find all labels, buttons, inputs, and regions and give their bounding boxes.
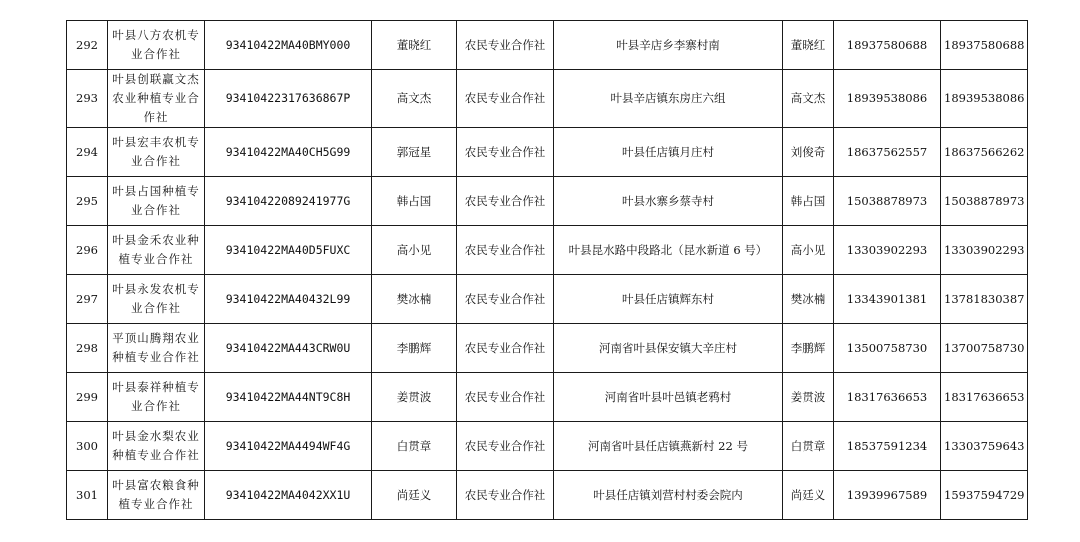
credit-code-cell: 93410422089241977G [205, 177, 372, 226]
phone-primary-cell: 13500758730 [834, 324, 941, 373]
credit-code-cell: 93410422MA4494WF4G [205, 422, 372, 471]
row-number-cell: 292 [67, 21, 108, 70]
legal-representative-cell: 白贯章 [372, 422, 457, 471]
entity-type-cell: 农民专业合作社 [457, 471, 554, 520]
entity-type-cell: 农民专业合作社 [457, 226, 554, 275]
table-row [67, 471, 1028, 520]
table-row [67, 324, 1028, 373]
contact-person-cell: 尚廷义 [783, 471, 834, 520]
address-cell: 河南省叶县任店镇燕新村 22 号 [554, 422, 783, 471]
address-cell: 叶县任店镇辉东村 [554, 275, 783, 324]
address-cell: 叶县昆水路中段路北（昆水新道 6 号） [554, 226, 783, 275]
credit-code-cell: 93410422MA40432L99 [205, 275, 372, 324]
entity-type-cell: 农民专业合作社 [457, 373, 554, 422]
legal-representative-cell: 高文杰 [372, 70, 457, 128]
cooperative-name-cell: 叶县永发农机专业合作社 [108, 275, 205, 324]
table-row [67, 275, 1028, 324]
credit-code-cell: 93410422MA44NT9C8H [205, 373, 372, 422]
address-cell: 叶县任店镇刘营村村委会院内 [554, 471, 783, 520]
table-body [67, 21, 1028, 520]
cooperative-name-cell: 叶县八方农机专业合作社 [108, 21, 205, 70]
cooperative-name-cell: 平顶山腾翔农业种植专业合作社 [108, 324, 205, 373]
legal-representative-cell: 李鹏辉 [372, 324, 457, 373]
contact-person-cell: 樊冰楠 [783, 275, 834, 324]
phone-secondary-cell: 18939538086 [941, 70, 1028, 128]
address-cell: 河南省叶县保安镇大辛庄村 [554, 324, 783, 373]
phone-secondary-cell: 18317636653 [941, 373, 1028, 422]
phone-secondary-cell: 18637566262 [941, 128, 1028, 177]
phone-secondary-cell: 13303902293 [941, 226, 1028, 275]
legal-representative-cell: 樊冰楠 [372, 275, 457, 324]
phone-primary-cell: 18317636653 [834, 373, 941, 422]
credit-code-cell: 93410422MA4042XX1U [205, 471, 372, 520]
table-row [67, 177, 1028, 226]
phone-primary-cell: 18937580688 [834, 21, 941, 70]
address-cell: 河南省叶县叶邑镇老鸦村 [554, 373, 783, 422]
phone-secondary-cell: 13700758730 [941, 324, 1028, 373]
legal-representative-cell: 郭冠星 [372, 128, 457, 177]
phone-primary-cell: 15038878973 [834, 177, 941, 226]
contact-person-cell: 董晓红 [783, 21, 834, 70]
phone-primary-cell: 13343901381 [834, 275, 941, 324]
cooperative-name-cell: 叶县泰祥种植专业合作社 [108, 373, 205, 422]
row-number-cell: 298 [67, 324, 108, 373]
table-row [67, 373, 1028, 422]
credit-code-cell: 93410422MA40BMY000 [205, 21, 372, 70]
row-number-cell: 299 [67, 373, 108, 422]
row-number-cell: 300 [67, 422, 108, 471]
row-number-cell: 295 [67, 177, 108, 226]
legal-representative-cell: 高小见 [372, 226, 457, 275]
credit-code-cell: 93410422MA443CRW0U [205, 324, 372, 373]
credit-code-cell: 93410422317636867P [205, 70, 372, 128]
phone-primary-cell: 18637562557 [834, 128, 941, 177]
table-row [67, 70, 1028, 128]
cooperative-name-cell: 叶县金水梨农业种植专业合作社 [108, 422, 205, 471]
contact-person-cell: 高文杰 [783, 70, 834, 128]
legal-representative-cell: 尚廷义 [372, 471, 457, 520]
entity-type-cell: 农民专业合作社 [457, 275, 554, 324]
row-number-cell: 294 [67, 128, 108, 177]
phone-secondary-cell: 18937580688 [941, 21, 1028, 70]
phone-secondary-cell: 15038878973 [941, 177, 1028, 226]
address-cell: 叶县任店镇月庄村 [554, 128, 783, 177]
address-cell: 叶县辛店镇东房庄六组 [554, 70, 783, 128]
table-row [67, 422, 1028, 471]
cooperative-registry-table [66, 20, 1028, 520]
address-cell: 叶县水寨乡蔡寺村 [554, 177, 783, 226]
row-number-cell: 301 [67, 471, 108, 520]
entity-type-cell: 农民专业合作社 [457, 177, 554, 226]
contact-person-cell: 刘俊奇 [783, 128, 834, 177]
row-number-cell: 297 [67, 275, 108, 324]
contact-person-cell: 高小见 [783, 226, 834, 275]
cooperative-name-cell: 叶县占国种植专业合作社 [108, 177, 205, 226]
legal-representative-cell: 韩占国 [372, 177, 457, 226]
address-cell: 叶县辛店乡李寨村南 [554, 21, 783, 70]
phone-primary-cell: 13303902293 [834, 226, 941, 275]
phone-primary-cell: 18537591234 [834, 422, 941, 471]
entity-type-cell: 农民专业合作社 [457, 70, 554, 128]
contact-person-cell: 韩占国 [783, 177, 834, 226]
phone-secondary-cell: 13303759643 [941, 422, 1028, 471]
cooperative-name-cell: 叶县金禾农业种植专业合作社 [108, 226, 205, 275]
table-row [67, 226, 1028, 275]
cooperative-name-cell: 叶县宏丰农机专业合作社 [108, 128, 205, 177]
cooperative-name-cell: 叶县创联赢文杰农业种植专业合作社 [108, 70, 205, 128]
contact-person-cell: 姜贯波 [783, 373, 834, 422]
entity-type-cell: 农民专业合作社 [457, 422, 554, 471]
phone-secondary-cell: 15937594729 [941, 471, 1028, 520]
entity-type-cell: 农民专业合作社 [457, 128, 554, 177]
table-row [67, 21, 1028, 70]
row-number-cell: 293 [67, 70, 108, 128]
contact-person-cell: 白贯章 [783, 422, 834, 471]
phone-primary-cell: 18939538086 [834, 70, 941, 128]
phone-secondary-cell: 13781830387 [941, 275, 1028, 324]
legal-representative-cell: 董晓红 [372, 21, 457, 70]
cooperative-name-cell: 叶县富农粮食种植专业合作社 [108, 471, 205, 520]
entity-type-cell: 农民专业合作社 [457, 324, 554, 373]
legal-representative-cell: 姜贯波 [372, 373, 457, 422]
contact-person-cell: 李鹏辉 [783, 324, 834, 373]
row-number-cell: 296 [67, 226, 108, 275]
credit-code-cell: 93410422MA40D5FUXC [205, 226, 372, 275]
phone-primary-cell: 13939967589 [834, 471, 941, 520]
table-row [67, 128, 1028, 177]
entity-type-cell: 农民专业合作社 [457, 21, 554, 70]
credit-code-cell: 93410422MA40CH5G99 [205, 128, 372, 177]
